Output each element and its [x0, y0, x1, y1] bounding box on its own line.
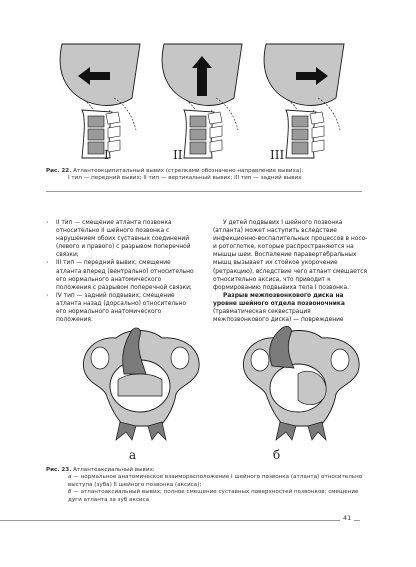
divider	[46, 191, 362, 192]
panel-1	[60, 44, 140, 158]
footer-rule	[0, 520, 360, 521]
right-column	[213, 219, 368, 324]
paragraph: У детей подвывих I шейного позвонка (атланта) может наступить вследствие инфекционно-воспалительных процессов в носо- и ротоглотке, которые распространяются на мышцы шеи. Воспаление паравертебральных мышц вызывает их стойкое укорочение (ретракцию), вследствие чего атлант смещается относительно аксиса, что приводит к формированию подвывиха тела I позвонка.	[213, 220, 368, 291]
figure-23-label-a: а	[129, 448, 137, 462]
page-number: 41	[340, 514, 354, 522]
caption-label: Рис. 23.	[46, 467, 72, 473]
list-item: › IV тип — задний подвывих; смещение атланта назад (дорсально) относительно его нормального анатомического положения.	[46, 292, 187, 324]
caption-label: Рис. 22.	[46, 168, 72, 174]
figure-22-label-ii: II	[173, 148, 183, 162]
figure-23-illustration	[76, 322, 376, 450]
figure-23-label-b: б	[273, 448, 281, 462]
panel-2	[162, 44, 242, 158]
figure-22-caption: Рис. 22. Атлантоокципитальный вывих (стрелками обозначено направление вывиха): I тип — передний вывих; II тип — вертикальный вывих; III тип — задний вывих	[46, 168, 304, 182]
list-item: › II тип — смещение атланта позвонка относительно II шейного позвонка с нарушением обоих суставных соединений (левого и правого) с разрывом поперечной связки;	[46, 220, 191, 259]
figure-23-caption: Рис. 23. Атлантоаксиальный вывих: а — нормальное анатомическое взаиморасположение I шейного позвонка (атланта) относительно выступа (зуба) II шейного позвонка (аксиса); б — атлантоаксиальный вывих; полное смещение суставных поверхностей позвонков; смещение дуги атланта за зуб аксиса	[46, 467, 363, 503]
figure-22-label-i: I	[104, 148, 109, 162]
panel-b	[243, 326, 359, 440]
paragraph: Разрыв межпозвонкового диска на уровне шейного отдела позвоночника (травматическая секвестрация межпозвонкового диска) — повреждение	[213, 292, 345, 324]
panel-a	[83, 328, 199, 440]
left-column	[46, 219, 196, 324]
figure-22-illustration	[48, 40, 348, 160]
figure-22-label-iii: III	[270, 148, 285, 162]
list-item: › III тип — передний вывих; смещение атланта вперед (вентрально) относительно его нормального анатомического положения с разрывом поперечной связки;	[46, 260, 194, 291]
panel-3	[264, 44, 344, 158]
